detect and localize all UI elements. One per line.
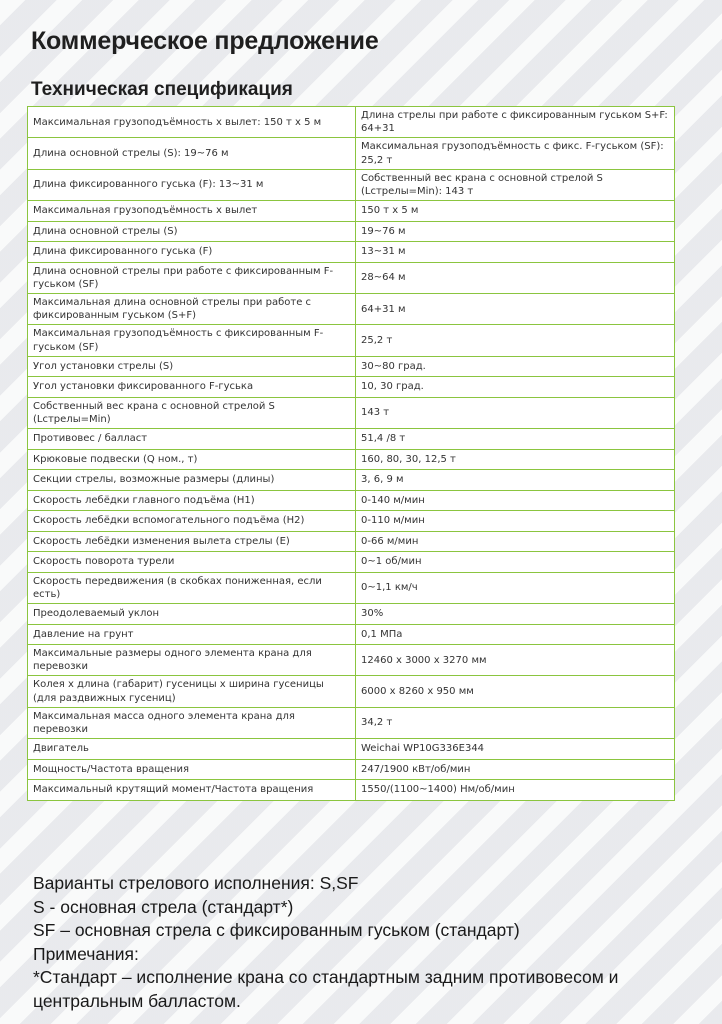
spec-parameter-cell: Преодолеваемый уклон [28, 604, 356, 625]
spec-value-cell: Максимальная грузоподъёмность с фикс. F-гуськом (SF): 25,2 т [356, 138, 675, 169]
spec-parameter-cell: Длина фиксированного гуська (F) [28, 242, 356, 263]
spec-value-cell: 0,1 МПа [356, 624, 675, 645]
table-row [28, 645, 675, 676]
spec-parameter-cell: Мощность/Частота вращения [28, 759, 356, 780]
table-row [28, 325, 675, 356]
table-row [28, 490, 675, 511]
spec-table-body [28, 107, 675, 801]
table-row [28, 356, 675, 377]
spec-value-cell: 6000 х 8260 х 950 мм [356, 676, 675, 707]
table-row [28, 201, 675, 222]
table-row [28, 221, 675, 242]
boom-s-line: S - основная стрела (стандарт*) [33, 896, 294, 917]
table-row [28, 107, 675, 138]
spec-value-cell: 25,2 т [356, 325, 675, 356]
spec-parameter-cell: Двигатель [28, 739, 356, 760]
spec-parameter-cell: Угол установки стрелы (S) [28, 356, 356, 377]
spec-value-cell: 143 т [356, 397, 675, 428]
spec-parameter-cell: Максимальная масса одного элемента крана для перевозки [28, 707, 356, 738]
boom-sf-line: SF – основная стрела с фиксированным гуськом (стандарт) [33, 920, 520, 940]
table-row [28, 780, 675, 801]
spec-parameter-cell: Скорость передвижения (в скобках пониженная, если есть) [28, 572, 356, 603]
table-row [28, 572, 675, 603]
table-row [28, 676, 675, 707]
table-row [28, 429, 675, 450]
notes-block [33, 872, 705, 1013]
spec-value-cell: 160, 80, 30, 12,5 т [356, 449, 675, 470]
spec-parameter-cell: Противовес / балласт [28, 429, 356, 450]
notes-heading: Примечания: [33, 943, 139, 964]
spec-parameter-cell: Максимальная длина основной стрелы при работе с фиксированным гуськом (S+F) [28, 294, 356, 325]
spec-parameter-cell: Максимальная грузоподъёмность х вылет: 150 т х 5 м [28, 107, 356, 138]
spec-value-cell: 3, 6, 9 м [356, 470, 675, 491]
spec-value-cell: 0~1,1 км/ч [356, 572, 675, 603]
spec-value-cell: 34,2 т [356, 707, 675, 738]
table-row [28, 377, 675, 398]
spec-parameter-cell: Собственный вес крана с основной стрелой S (Lстрелы=Min) [28, 397, 356, 428]
spec-parameter-cell: Максимальный крутящий момент/Частота вращения [28, 780, 356, 801]
table-row [28, 531, 675, 552]
table-row [28, 604, 675, 625]
table-row [28, 511, 675, 532]
spec-value-cell: 150 т х 5 м [356, 201, 675, 222]
standard-note-line: *Стандарт – исполнение крана со стандартным задним противовесом и центральным балластом. [33, 967, 619, 1011]
spec-parameter-cell: Давление на грунт [28, 624, 356, 645]
spec-value-cell: 0~1 об/мин [356, 552, 675, 573]
spec-value-cell: 13~31 м [356, 242, 675, 263]
spec-parameter-cell: Колея х длина (габарит) гусеницы х ширина гусеницы (для раздвижных гусениц) [28, 676, 356, 707]
spec-value-cell: 12460 х 3000 х 3270 мм [356, 645, 675, 676]
spec-value-cell: Собственный вес крана с основной стрелой S (Lстрелы=Min): 143 т [356, 169, 675, 200]
spec-parameter-cell: Скорость лебёдки изменения вылета стрелы (E) [28, 531, 356, 552]
section-heading: Техническая спецификация [31, 79, 293, 100]
spec-parameter-cell: Длина основной стрелы (S): 19~76 м [28, 138, 356, 169]
table-row [28, 262, 675, 293]
spec-parameter-cell: Максимальная грузоподъёмность с фиксированным F-гуськом (SF) [28, 325, 356, 356]
spec-value-cell: 30~80 град. [356, 356, 675, 377]
spec-value-cell: 28~64 м [356, 262, 675, 293]
spec-value-cell: 10, 30 град. [356, 377, 675, 398]
spec-parameter-cell: Длина фиксированного гуська (F): 13~31 м [28, 169, 356, 200]
spec-value-cell: 0-66 м/мин [356, 531, 675, 552]
spec-parameter-cell: Скорость лебёдки вспомогательного подъёма (H2) [28, 511, 356, 532]
spec-parameter-cell: Секции стрелы, возможные размеры (длины) [28, 470, 356, 491]
table-row [28, 470, 675, 491]
spec-parameter-cell: Скорость лебёдки главного подъёма (H1) [28, 490, 356, 511]
spec-value-cell: 1550/(1100~1400) Нм/об/мин [356, 780, 675, 801]
spec-parameter-cell: Крюковые подвески (Q ном., т) [28, 449, 356, 470]
table-row [28, 739, 675, 760]
spec-value-cell: Длина стрелы при работе с фиксированным гуськом S+F: 64+31 [356, 107, 675, 138]
spec-parameter-cell: Длина основной стрелы при работе с фиксированным F-гуськом (SF) [28, 262, 356, 293]
spec-parameter-cell: Максимальная грузоподъёмность х вылет [28, 201, 356, 222]
table-row [28, 169, 675, 200]
table-row [28, 707, 675, 738]
table-row [28, 759, 675, 780]
page-title: Коммерческое предложение [31, 27, 379, 55]
spec-parameter-cell: Длина основной стрелы (S) [28, 221, 356, 242]
spec-value-cell: 0-140 м/мин [356, 490, 675, 511]
spec-parameter-cell: Скорость поворота турели [28, 552, 356, 573]
spec-value-cell: 0-110 м/мин [356, 511, 675, 532]
table-row [28, 624, 675, 645]
boom-options-line: Варианты стрелового исполнения: S,SF [33, 873, 359, 893]
spec-parameter-cell: Угол установки фиксированного F-гуська [28, 377, 356, 398]
table-row [28, 449, 675, 470]
spec-value-cell: 19~76 м [356, 221, 675, 242]
table-row [28, 294, 675, 325]
spec-value-cell: Weichai WP10G336E344 [356, 739, 675, 760]
spec-value-cell: 30% [356, 604, 675, 625]
spec-value-cell: 64+31 м [356, 294, 675, 325]
spec-parameter-cell: Максимальные размеры одного элемента крана для перевозки [28, 645, 356, 676]
spec-value-cell: 51,4 /8 т [356, 429, 675, 450]
table-row [28, 242, 675, 263]
table-row [28, 397, 675, 428]
spec-value-cell: 247/1900 кВт/об/мин [356, 759, 675, 780]
table-row [28, 138, 675, 169]
table-row [28, 552, 675, 573]
spec-table [27, 106, 675, 801]
